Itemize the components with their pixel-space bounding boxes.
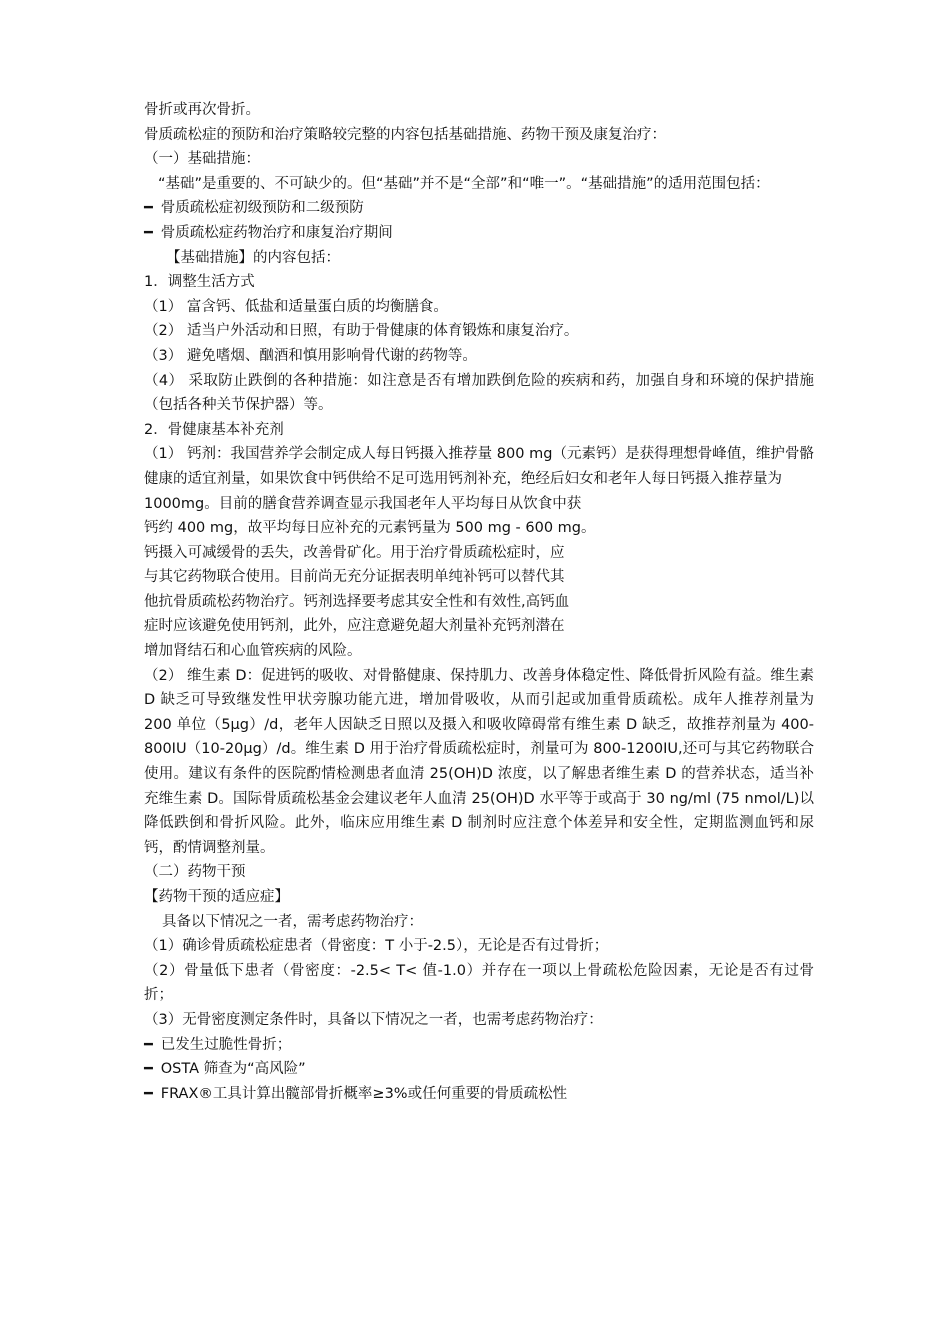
bullet-item: [144, 1057, 814, 1082]
document-body: [144, 98, 814, 1106]
dash-bullet-icon: ━: [144, 1036, 153, 1053]
list-item: （4） 采取防止跌倒的各种措施：如注意是否有增加跌倒危险的疾病和药，加强自身和环境的保护措施（包括各种关节保护器）等。: [144, 372, 814, 414]
numbered-heading: 1．调整生活方式: [144, 274, 255, 291]
bullet-text: OSTA 筛查为“高风险”: [160, 1061, 306, 1078]
text-line: 钙约 400 mg，故平均每日应补充的元素钙量为 500 mg - 600 mg。: [144, 520, 596, 537]
text-line: 他抗骨质疏松药物治疗。钙剂选择要考虑其安全性和有效性,高钙血: [144, 593, 570, 610]
paragraph: “基础”是重要的、不可缺少的。但“基础”并不是“全部”和“唯一”。“基础措施”的适用范围包括：: [158, 175, 770, 192]
bullet-item: [144, 1082, 814, 1107]
list-item: （1） 钙剂：我国营养学会制定成人每日钙摄入推荐量 800 mg（元素钙）是获得理想骨峰值，维护骨骼健康的适宜剂量，如果饮食中钙供给不足可选用钙剂补充，绝经后妇女和老年人每日钙摄入推荐量为: [144, 446, 814, 487]
list-item: （1）确诊骨质疏松症患者（骨密度：T 小于-2.5），无论是否有过骨折；: [144, 938, 609, 955]
subsection-heading: 【药物干预的适应症】: [144, 889, 289, 905]
dash-bullet-icon: ━: [144, 224, 153, 241]
text-line: 与其它药物联合使用。目前尚无充分证据表明单纯补钙可以替代其: [144, 569, 565, 586]
bullet-item: [144, 1033, 814, 1058]
text-line: 骨质疏松症的预防和治疗策略较完整的内容包括基础措施、药物干预及康复治疗：: [144, 126, 666, 143]
dash-bullet-icon: ━: [144, 200, 153, 217]
numbered-heading: 2．骨健康基本补充剂: [144, 421, 284, 438]
text-line: 骨折或再次骨折。: [144, 102, 260, 118]
bullet-text: FRAX®工具计算出髋部骨折概率≥3%或任何重要的骨质疏松性: [160, 1085, 568, 1102]
list-item: （2）骨量低下患者（骨密度：-2.5< T< 值-1.0）并存在一项以上骨疏松危险因素，无论是否有过骨折；: [144, 962, 814, 1004]
text-line: 具备以下情况之一者，需考虑药物治疗：: [162, 913, 423, 930]
dash-bullet-icon: ━: [144, 1085, 153, 1102]
subsection-heading: 【基础措施】的内容包括：: [166, 249, 340, 266]
list-item: （3）无骨密度测定条件时，具备以下情况之一者，也需考虑药物治疗：: [144, 1011, 603, 1028]
list-item: （1） 富含钙、低盐和适量蛋白质的均衡膳食。: [144, 298, 448, 315]
text-line: 1000mg。目前的膳食营养调查显示我国老年人平均每日从饮食中获: [144, 495, 582, 512]
list-item: （2） 适当户外活动和日照，有助于骨健康的体育锻炼和康复治疗。: [144, 323, 579, 340]
bullet-text: 已发生过脆性骨折；: [160, 1036, 292, 1053]
dash-bullet-icon: ━: [144, 1061, 153, 1078]
section-heading: （一）基础措施：: [144, 151, 260, 168]
text-line: 症时应该避免使用钙剂，此外，应注意避免超大剂量补充钙剂潜在: [144, 618, 565, 635]
bullet-item: [144, 221, 814, 246]
list-item: （2） 维生素 D：促进钙的吸收、对骨骼健康、保持肌力、改善身体稳定性、降低骨折风险有益。维生素 D 缺乏可导致继发性甲状旁腺功能亢进，增加骨吸收，从而引起或加重骨质疏松。成年人推荐剂量为 200 单位（5μg）/d，老年人因缺乏日照以及摄入和吸收障碍常有维生素 D 缺乏，故推荐剂量为 400-800IU（10-20μg）/d。维生素 D 用于治疗骨质疏松症时，剂量可为 800-1200IU,还可与其它药物联合使用。建议有条件的医院酌情检测患者血清 25(OH)D 浓度，以了解患者维生素 D 的营养状态，适当补充维生素 D。国际骨质疏松基金会建议老年人血清 25(OH)D 水平等于或高于 30 ng/ml (75 nmol/L)以降低跌倒和骨折风险。此外，临床应用维生素 D 制剂时应注意个体差异和安全性，定期监测血钙和尿钙，酌情调整剂量。: [144, 667, 814, 856]
bullet-text: 骨质疏松症药物治疗和康复治疗期间: [160, 224, 393, 241]
list-item: （3） 避免嗜烟、酗酒和慎用影响骨代谢的药物等。: [144, 347, 477, 364]
section-heading: （二）药物干预: [144, 864, 246, 881]
bullet-item: [144, 196, 814, 221]
bullet-text: 骨质疏松症初级预防和二级预防: [160, 200, 364, 217]
text-line: 增加肾结石和心血管疾病的风险。: [144, 643, 362, 660]
text-line: 钙摄入可减缓骨的丢失，改善骨矿化。用于治疗骨质疏松症时，应: [144, 544, 565, 561]
